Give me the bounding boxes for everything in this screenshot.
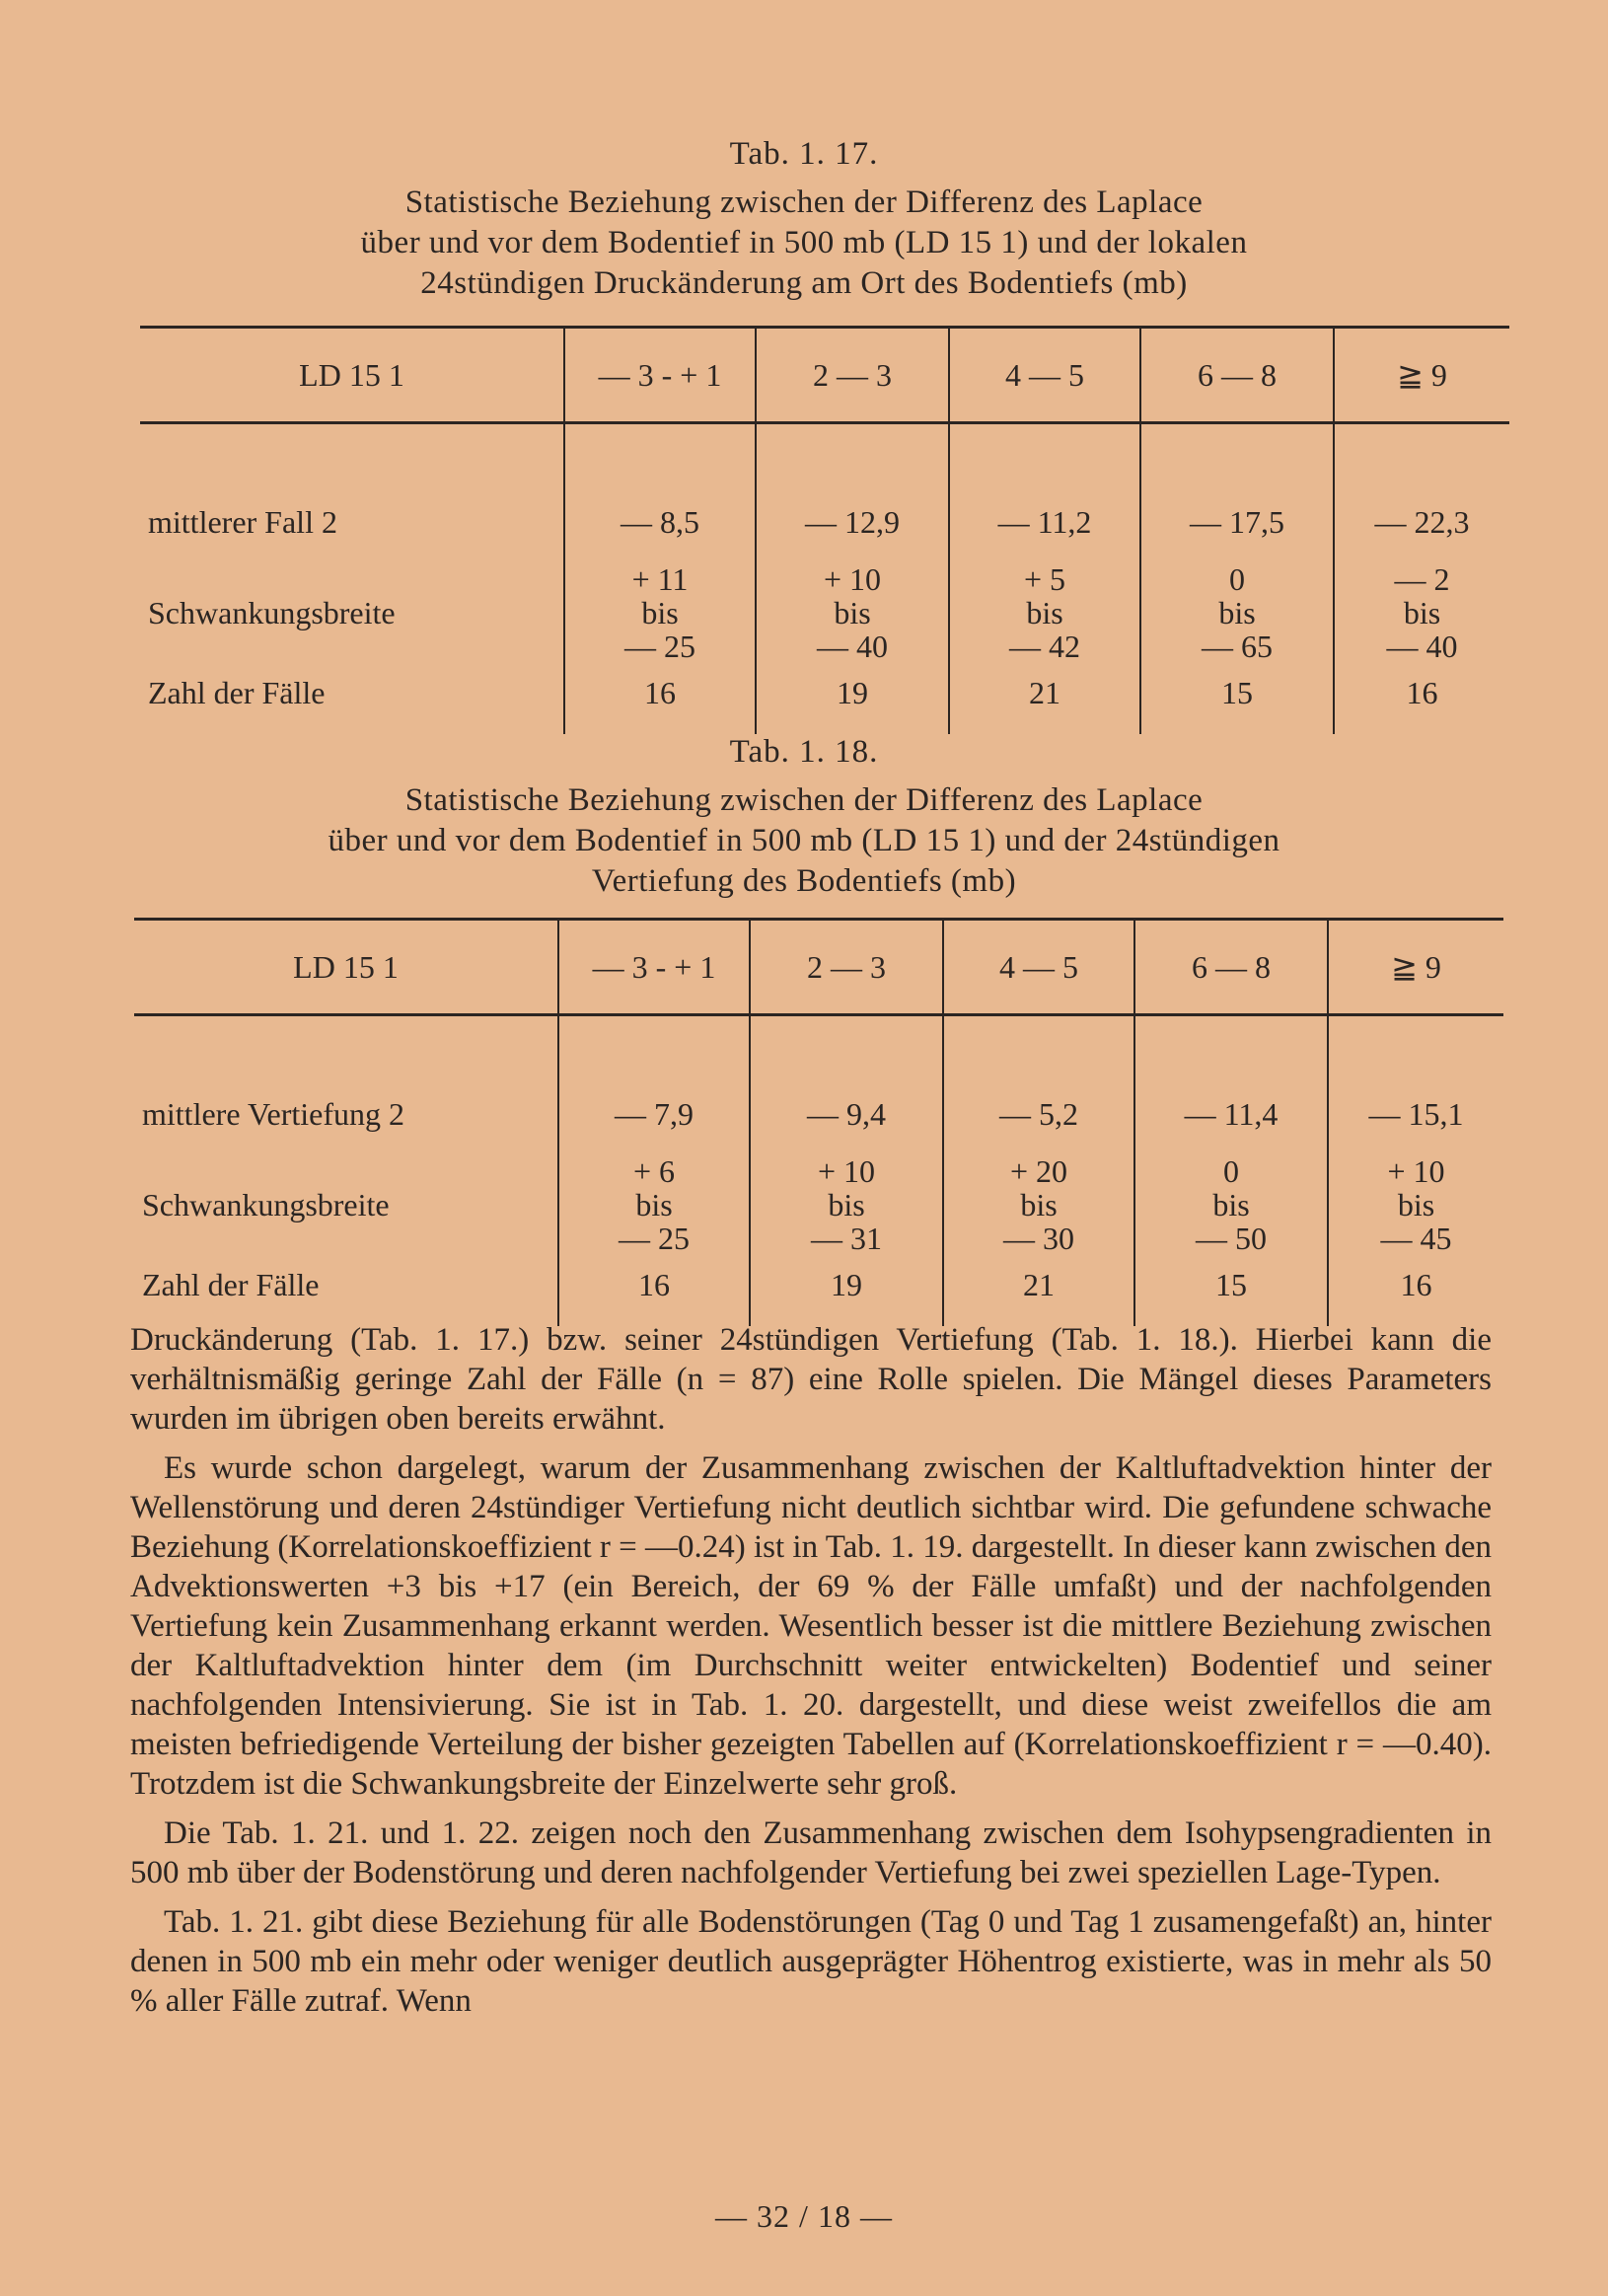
table-cell: 19 <box>750 1263 943 1326</box>
table-row <box>140 671 1509 734</box>
table-cell: 21 <box>949 671 1140 734</box>
tab18-header-cell: ≧ 9 <box>1328 920 1503 1015</box>
table-cell: — 11,4 <box>1134 1015 1328 1148</box>
tab17-header-cell: ≧ 9 <box>1334 328 1509 423</box>
row-label: Schwankungsbreite <box>148 595 396 630</box>
range-upper: + 10 <box>823 561 882 597</box>
range-cell <box>750 1147 943 1263</box>
page-number: — 32 / 18 — <box>715 2198 893 2234</box>
range-cell <box>1140 555 1334 671</box>
table-cell: 16 <box>1328 1263 1503 1326</box>
paragraph: Die Tab. 1. 21. und 1. 22. zeigen noch den Zusammenhang zwischen dem Isohypsengradienten in 500 mb über der Bodenstörung und deren nachfolgender Vertiefung bei zwei speziellen Lage-Typen. <box>130 1815 1492 1890</box>
range-cell <box>756 555 949 671</box>
range-cell <box>558 1147 750 1263</box>
table-row <box>140 555 1509 671</box>
range-lower: — 50 <box>1196 1221 1267 1256</box>
range-lower: — 65 <box>1202 629 1273 664</box>
range-upper: — 2 <box>1394 561 1450 597</box>
range-bis: bis <box>1020 1187 1058 1222</box>
tab17-header-cell: 6 — 8 <box>1140 328 1334 423</box>
table-cell: — 17,5 <box>1140 423 1334 555</box>
table-cell: — 15,1 <box>1328 1015 1503 1148</box>
range-upper: 0 <box>1223 1153 1239 1189</box>
table-cell: — 5,2 <box>943 1015 1134 1148</box>
range-bis: bis <box>641 595 679 630</box>
tab18-header-cell: 2 — 3 <box>750 920 943 1015</box>
body-text <box>130 1320 1492 2031</box>
table-cell: — 7,9 <box>558 1015 750 1148</box>
range-lower: — 25 <box>624 629 695 664</box>
range-lower: — 25 <box>619 1221 690 1256</box>
table-cell: 16 <box>1334 671 1509 734</box>
tab17-caption-line: 24stündigen Druckänderung am Ort des Bodentiefs (mb) <box>420 265 1188 301</box>
range-lower: — 31 <box>811 1221 882 1256</box>
table-cell: 21 <box>943 1263 1134 1326</box>
range-upper: + 11 <box>631 561 689 597</box>
range-cell <box>564 555 756 671</box>
range-bis: bis <box>1026 595 1063 630</box>
range-lower: — 40 <box>817 629 888 664</box>
range-upper: + 5 <box>1023 561 1066 597</box>
table-cell: — 9,4 <box>750 1015 943 1148</box>
tab18-header-cell: — 3 - + 1 <box>558 920 750 1015</box>
range-upper: + 10 <box>817 1153 876 1189</box>
range-cell <box>949 555 1140 671</box>
row-label: Schwankungsbreite <box>142 1187 390 1222</box>
row-label: Zahl der Fälle <box>142 1267 320 1302</box>
tab17-table <box>140 326 1509 734</box>
range-bis: bis <box>1218 595 1256 630</box>
tab17-header-cell: 4 — 5 <box>949 328 1140 423</box>
table-cell: — 22,3 <box>1334 423 1509 555</box>
table-cell: — 12,9 <box>756 423 949 555</box>
tab18-header-cell: 6 — 8 <box>1134 920 1328 1015</box>
row-label: Zahl der Fälle <box>148 675 326 710</box>
tab18-caption <box>0 734 1608 902</box>
range-bis: bis <box>1397 1187 1435 1222</box>
table-cell: — 11,2 <box>949 423 1140 555</box>
range-upper: + 6 <box>632 1153 676 1189</box>
table-row <box>134 1147 1503 1263</box>
range-bis: bis <box>1212 1187 1250 1222</box>
table-row <box>140 423 1509 555</box>
range-bis: bis <box>635 1187 673 1222</box>
range-lower: — 42 <box>1009 629 1080 664</box>
tab17-caption-line: über und vor dem Bodentief in 500 mb (LD 15 1) und der lokalen <box>360 225 1248 260</box>
tab17-header-row <box>140 328 1509 423</box>
tab18-header-cell: 4 — 5 <box>943 920 1134 1015</box>
range-cell <box>1328 1147 1503 1263</box>
range-upper: 0 <box>1229 561 1245 597</box>
range-cell <box>1334 555 1509 671</box>
paragraph: Druckänderung (Tab. 1. 17.) bzw. seiner 24stündigen Vertiefung (Tab. 1. 18.). Hierbei kann die verhältnismäßig geringe Zahl der Fälle (n = 87) eine Rolle spielen. Die Mängel dieses Parameters wurden im übrigen oben bereits erwähnt. <box>130 1322 1492 1437</box>
range-bis: bis <box>1403 595 1441 630</box>
row-label: mittlerer Fall 2 <box>148 504 337 540</box>
tab17-header-cell: 2 — 3 <box>756 328 949 423</box>
tab18-title: Tab. 1. 18. <box>729 734 879 770</box>
tab18-table <box>134 918 1503 1326</box>
range-upper: + 20 <box>1009 1153 1068 1189</box>
tab18-header-label: LD 15 1 <box>134 920 558 1015</box>
paragraph: Tab. 1. 21. gibt diese Beziehung für alle Bodenstörungen (Tag 0 und Tag 1 zusamengefaßt) an, hinter denen in 500 mb ein mehr oder weniger deutlich ausgeprägter Höhentrog existierte, was in mehr als 50 % aller Fälle zutraf. Wenn <box>130 1904 1492 2019</box>
tab17-header-label: LD 15 1 <box>140 328 564 423</box>
table-cell: 15 <box>1140 671 1334 734</box>
range-bis: bis <box>828 1187 865 1222</box>
range-cell <box>1134 1147 1328 1263</box>
table-cell: — 8,5 <box>564 423 756 555</box>
range-lower: — 30 <box>1003 1221 1074 1256</box>
table-cell: 15 <box>1134 1263 1328 1326</box>
tab18-caption-line: Vertiefung des Bodentiefs (mb) <box>591 863 1017 899</box>
table-cell: 19 <box>756 671 949 734</box>
tab17-caption-line: Statistische Beziehung zwischen der Differenz des Laplace <box>404 185 1204 220</box>
tab17-caption <box>0 136 1608 304</box>
table-row <box>134 1263 1503 1326</box>
range-upper: + 10 <box>1387 1153 1445 1189</box>
range-bis: bis <box>834 595 871 630</box>
tab17-header-cell: — 3 - + 1 <box>564 328 756 423</box>
tab18-caption-line: Statistische Beziehung zwischen der Differenz des Laplace <box>404 782 1204 818</box>
row-label: mittlere Vertiefung 2 <box>142 1096 404 1132</box>
tab18-header-row <box>134 920 1503 1015</box>
range-cell <box>943 1147 1134 1263</box>
range-lower: — 40 <box>1386 629 1458 664</box>
tab18-caption-line: über und vor dem Bodentief in 500 mb (LD 15 1) und der 24stündigen <box>328 823 1280 858</box>
tab17-title: Tab. 1. 17. <box>729 136 879 172</box>
range-lower: — 45 <box>1380 1221 1452 1256</box>
paragraph: Es wurde schon dargelegt, warum der Zusammenhang zwischen der Kaltluftadvektion hinter der Wellenstörung und deren 24stündiger Vertiefung nicht deutlich sichtbar wird. Die gefundene schwache Beziehung (Korrelationskoeffizient r = —0.24) ist in Tab. 1. 19. dargestellt. In dieser kann zwischen den Advektionswerten +3 bis +17 (ein Bereich, der 69 % der Fälle umfaßt) und der nachfolgenden Vertiefung kein Zusammenhang erkannt werden. Wesentlich besser ist die mittlere Beziehung zwischen der Kaltluftadvektion hinter dem (im Durchschnitt weiter entwickelten) Bodentief und seiner nachfolgenden Intensivierung. Sie ist in Tab. 1. 20. dargestellt, und diese weist zweifellos die am meisten befriedigende Verteilung der bisher gezeigten Tabellen auf (Korrelationskoeffizient r = —0.40). Trotzdem ist die Schwankungsbreite der Einzelwerte sehr groß. <box>130 1450 1492 1802</box>
table-cell: 16 <box>558 1263 750 1326</box>
table-cell: 16 <box>564 671 756 734</box>
table-row <box>134 1015 1503 1148</box>
